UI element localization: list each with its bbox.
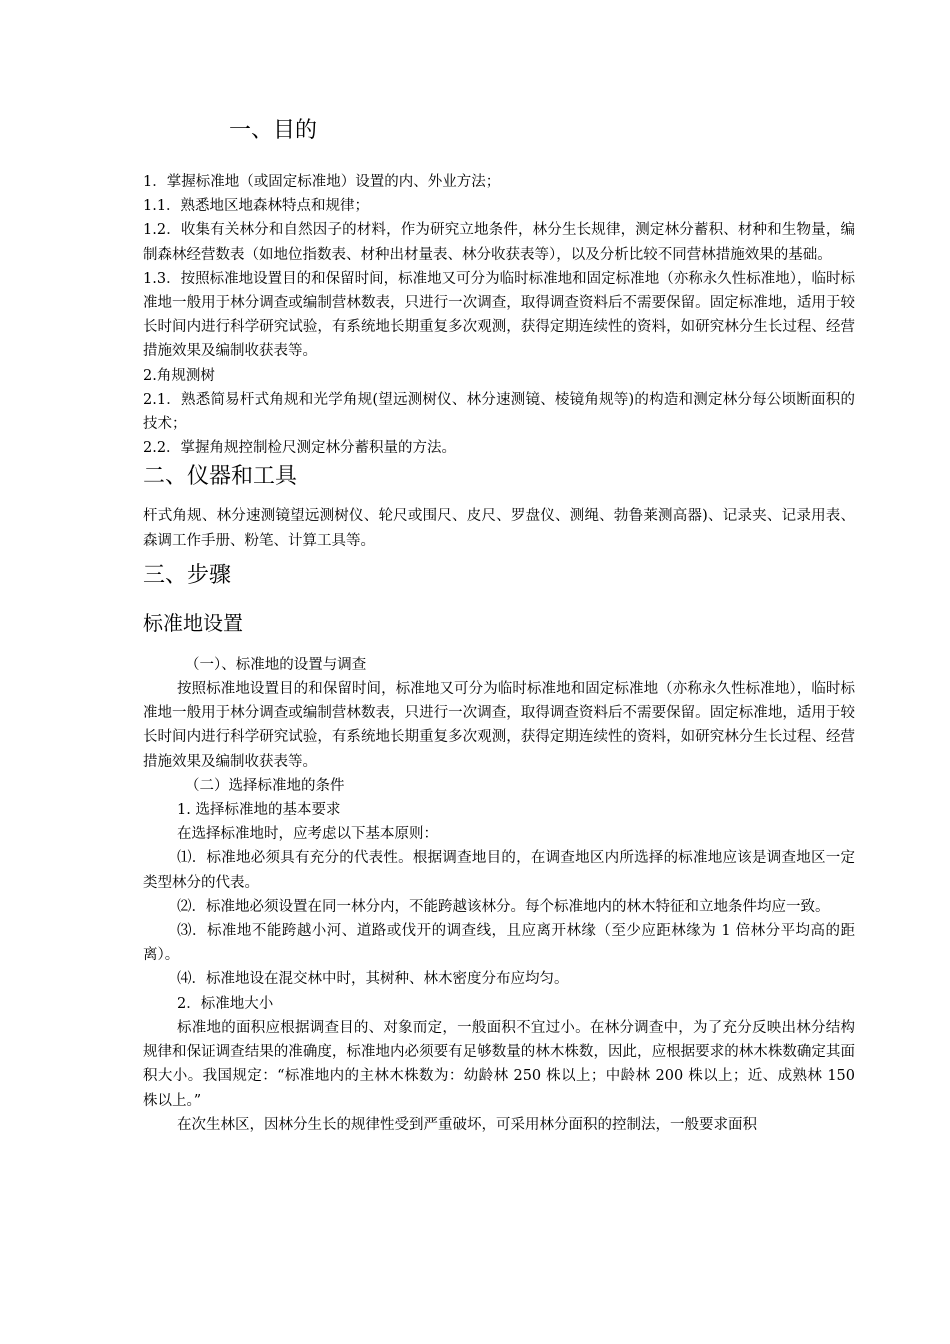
document-body xyxy=(143,116,855,1137)
section-2-title: 二、仪器和工具 xyxy=(143,464,298,490)
list-item: ⑶．标准地不能跨越小河、道路或伐开的调查线，且应离开林缘（至少应距林缘为 1 倍林分平均高的距离）。 xyxy=(143,923,855,964)
paragraph: 按照标准地设置目的和保留时间，标准地又可分为临时标准地和固定标准地（亦称永久性标准地），临时标准地一般用于林分调查或编制营林数表，只进行一次调查，取得调查资料后不需要保留。固定标准地，适用于较长时间内进行科学研究试验，有系统地长期重复多次观测，获得定期连续性的资料，如研究林分生长过程、经营措施效果及编制收获表等。 xyxy=(143,681,855,770)
list-item: ⑵．标准地必须设置在同一林分内，不能跨越该林分。每个标准地内的林木特征和立地条件均应一致。 xyxy=(177,898,830,915)
paragraph: 标准地的面积应根据调查目的、对象而定，一般面积不宜过小。在林分调查中，为了充分反映出林分结构规律和保证调查结果的准确度，标准地内必须要有足够数量的林木株数，因此，应根据要求的林木株数确定其面积大小。我国规定：“标准地内的主林木株数为：幼龄林 250 株以上；中龄林 200 株以上；近、成熟林 150 株以上。” xyxy=(143,1019,855,1109)
section-3-title: 三、步骤 xyxy=(143,562,232,588)
subheading: 1. 选择标准地的基本要求 xyxy=(177,802,341,819)
subheading: 2．标准地大小 xyxy=(177,995,274,1012)
list-item: ⑴．标准地必须具有充分的代表性。根据调查地目的，在调查地区内所选择的标准地应该是调查地区一定类型林分的代表。 xyxy=(143,850,855,891)
section-1-title: 一、目的 xyxy=(229,118,318,143)
paragraph: 1.2．收集有关林分和自然因子的材料，作为研究立地条件，林分生长规律，测定林分蓄积、材种和生物量，编制森林经营数表（如地位指数表、材种出材量表、林分收获表等），以及分析比较不同营林措施效果的基础。 xyxy=(143,222,855,263)
paragraph: 2.2．掌握角规控制检尺测定林分蓄积量的方法。 xyxy=(143,440,457,457)
paragraph: 2.角规测树 xyxy=(143,367,215,384)
paragraph: 杆式角规、林分速测镜望远测树仪、轮尺或围尺、皮尺、罗盘仪、测绳、勃鲁莱测高器)、记录夹、记录用表、森调工作手册、粉笔、计算工具等。 xyxy=(143,508,855,549)
paragraph: 1.1．熟悉地区地森林特点和规律； xyxy=(143,198,370,215)
list-item: ⑷．标准地设在混交林中时，其树种、林木密度分布应均匀。 xyxy=(177,971,569,988)
paragraph: 2.1．熟悉简易杆式角规和光学角规(望远测树仪、林分速测镜、棱镜角规等)的构造和测定林分每公顷断面积的技术； xyxy=(143,391,855,433)
subsection-title: 标准地设置 xyxy=(143,610,243,635)
subheading: （二）选择标准地的条件 xyxy=(185,777,345,794)
paragraph: 1.3．按照标准地设置目的和保留时间，标准地又可分为临时标准地和固定标准地（亦称永久性标准地），临时标准地一般用于林分调查或编制营林数表，只进行一次调查，取得调查资料后不需要保留。固定标准地，适用于较长时间内进行科学研究试验，有系统地长期重复多次观测，获得定期连续性的资料，如研究林分生长过程、经营措施效果及编制收获表等。 xyxy=(143,270,855,360)
subheading: （一）、标准地的设置与调查 xyxy=(185,656,367,673)
paragraph: 在选择标准地时，应考虑以下基本原则： xyxy=(177,826,438,843)
paragraph: 在次生林区，因林分生长的规律性受到严重破坏，可采用林分面积的控制法，一般要求面积 xyxy=(177,1116,757,1133)
paragraph: 1．掌握标准地（或固定标准地）设置的内、外业方法； xyxy=(143,174,501,190)
